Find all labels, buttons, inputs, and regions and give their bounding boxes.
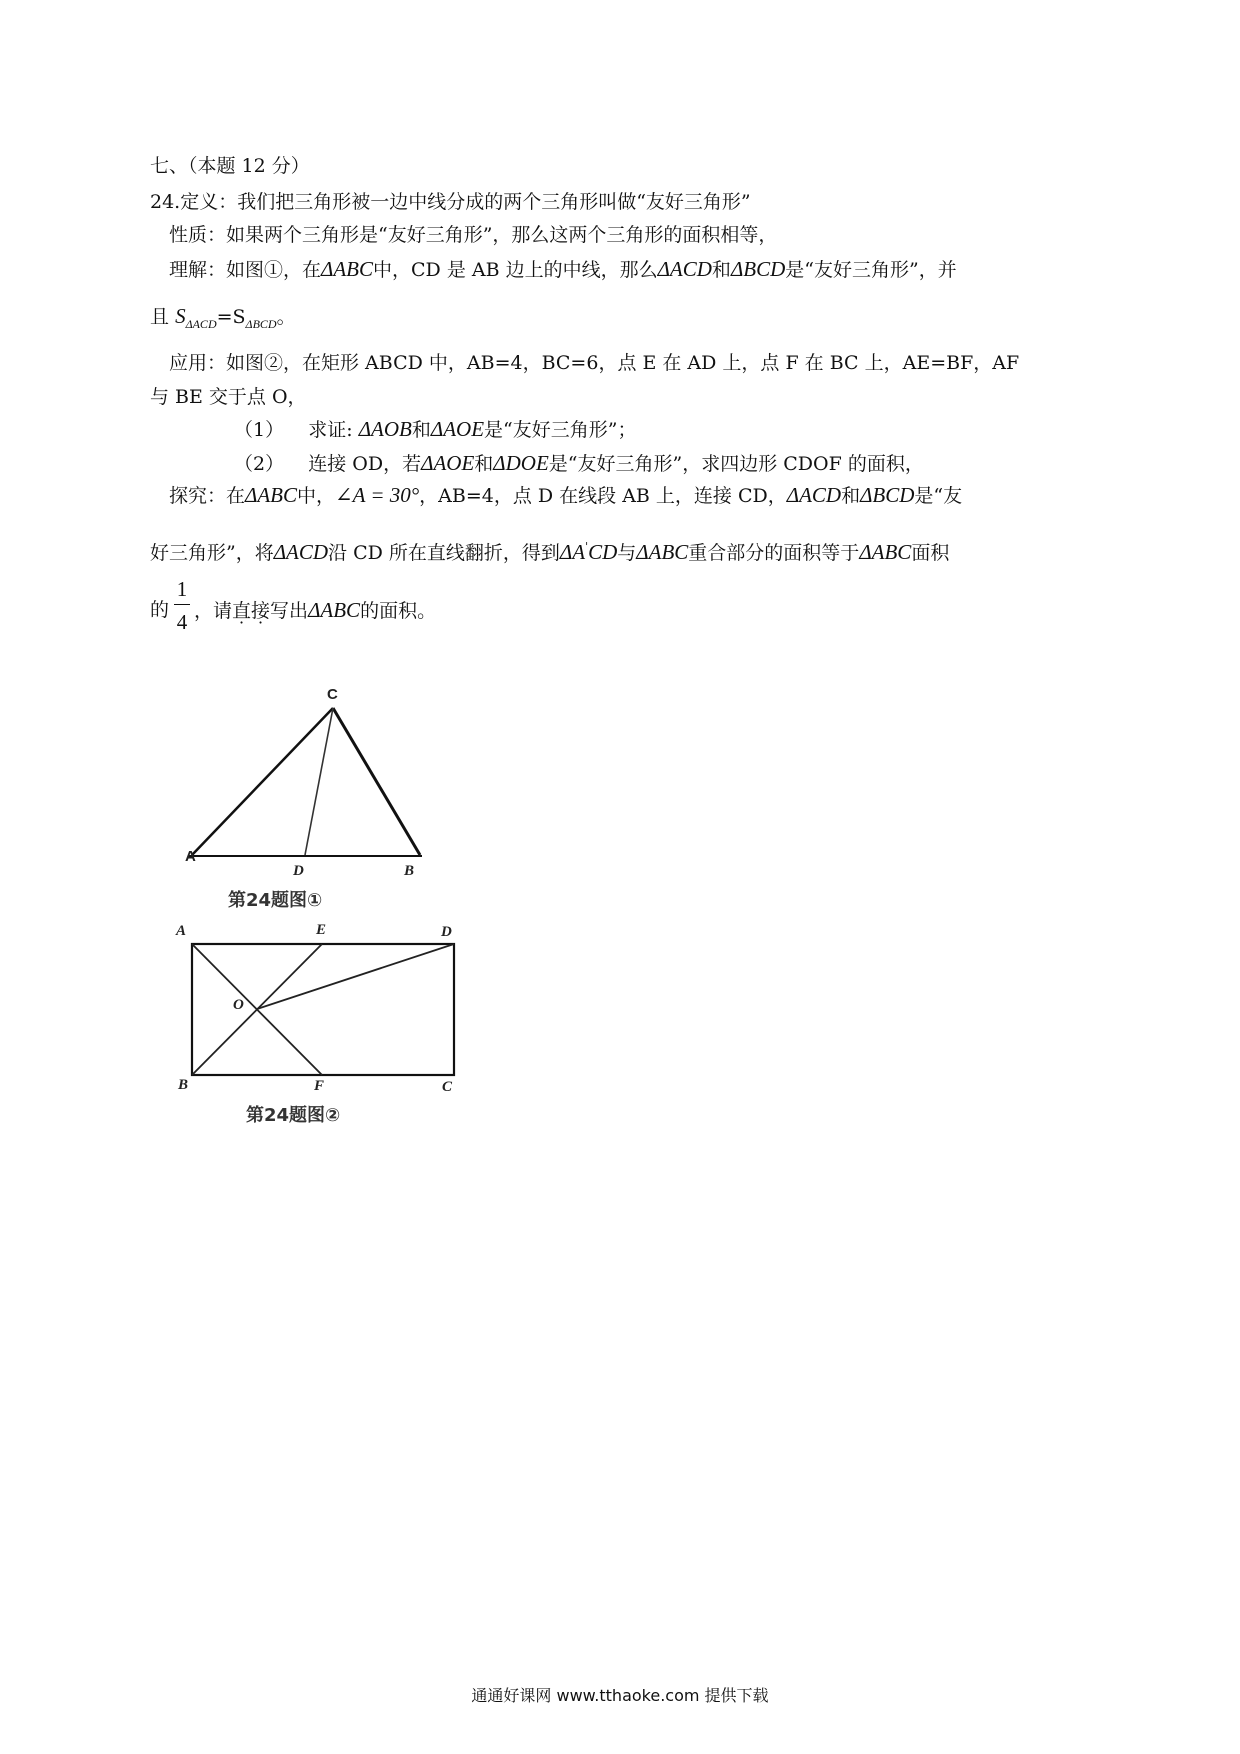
- triangle-abc: ΔABC: [321, 257, 374, 281]
- application-line-2: [150, 384, 307, 410]
- fraction-numerator: 1: [176, 577, 188, 601]
- understanding-mid: 中，CD 是 AB 边上的中线，那么: [373, 259, 658, 281]
- fig2-label-b: B: [178, 1077, 189, 1093]
- definition-text: 24.定义：我们把三角形被一边中线分成的两个三角形叫做“友好三角形”: [150, 191, 751, 213]
- emphasis-zhi: 直: [232, 600, 252, 622]
- triangle-acd: ΔACD: [273, 540, 329, 564]
- question-2-number: （2）: [234, 453, 285, 475]
- fig2-label-c: C: [442, 1079, 453, 1095]
- application-line-1: [169, 350, 1019, 376]
- side-bc: [333, 708, 420, 855]
- triangle-aoe: ΔAOE: [430, 417, 485, 441]
- figure-2-rectangle: [170, 930, 470, 1090]
- fig1-label-b: B: [404, 863, 415, 879]
- area-equality-line: [150, 303, 296, 337]
- side-ac: [192, 708, 333, 855]
- triangle-bcd: ΔBCD: [860, 483, 915, 507]
- application-text-2: 与 BE 交于点 O，: [150, 386, 307, 408]
- explore-mid-2: ，AB=4，点 D 在线段 AB 上，连接 CD，: [419, 485, 787, 507]
- property-line: [169, 222, 777, 248]
- area-period: 。: [276, 306, 296, 328]
- page-footer: [0, 1683, 1240, 1706]
- question-2-end: 是“友好三角形”，求四边形 CDOF 的面积，: [548, 453, 924, 475]
- section-heading-text: 七、（本题 12 分）: [150, 155, 310, 177]
- question-2-prefix: 连接 OD，若: [308, 453, 422, 475]
- question-1: [234, 416, 636, 443]
- question-1-number: （1）: [234, 419, 285, 441]
- triangle-abc: ΔABC: [636, 540, 689, 564]
- and-prefix: 且: [150, 306, 170, 328]
- explore2-prefix: 好三角形”，将: [150, 542, 274, 564]
- triangle-acd: ΔACD: [786, 483, 842, 507]
- and-word: 和: [411, 419, 431, 441]
- figure-2-caption: 第24题图②: [246, 1105, 341, 1126]
- and-word: 和: [711, 259, 731, 281]
- explore2-end: 面积: [911, 542, 950, 564]
- explore3-mid-1: ，请: [194, 600, 233, 622]
- fig2-label-f: F: [314, 1078, 325, 1094]
- area-sub-bcd: ΔBCD: [245, 317, 277, 331]
- explore3-end: 的面积。: [360, 600, 437, 622]
- fig2-label-a: A: [176, 923, 187, 939]
- emphasis-jie: 接: [251, 600, 271, 622]
- segment-od: [257, 944, 454, 1009]
- explore3-prefix: 的: [150, 599, 170, 621]
- angle-a: ∠A = 30°: [335, 483, 420, 507]
- explore-line-1: [169, 482, 962, 509]
- explore-prefix: 探究：在: [169, 485, 246, 507]
- explore2-mid-2: 与: [617, 542, 637, 564]
- fig2-label-o: O: [233, 997, 244, 1013]
- and-word: 和: [841, 485, 861, 507]
- triangle-aob: ΔAOB: [358, 417, 412, 441]
- explore3-mid-2: 写出: [270, 600, 309, 622]
- section-heading: [150, 153, 310, 179]
- question-1-end: 是“友好三角形”；: [484, 419, 637, 441]
- triangle-abc: ΔABC: [308, 598, 361, 622]
- explore-line-3-rest: [194, 597, 436, 624]
- fig2-label-e: E: [316, 922, 327, 938]
- understanding-prefix: 理解：如图①，在: [169, 259, 322, 281]
- triangle-abc: ΔABC: [859, 540, 912, 564]
- fig1-label-c: C: [327, 686, 338, 703]
- fig1-label-a: A: [185, 848, 196, 865]
- explore-line-3: [150, 597, 169, 623]
- understanding-end: 是“友好三角形”，并: [785, 259, 957, 281]
- triangle-abc: ΔABC: [245, 483, 298, 507]
- fraction-denominator: 4: [176, 610, 188, 634]
- explore2-mid-1: 沿 CD 所在直线翻折，得到: [328, 542, 560, 564]
- area-sub-acd: ΔACD: [185, 317, 217, 331]
- property-text: 性质：如果两个三角形是“友好三角形”，那么这两个三角形的面积相等，: [169, 224, 778, 246]
- application-text-1: 应用：如图②，在矩形 ABCD 中，AB=4，BC=6，点 E 在 AD 上，点 F 在 BC 上，AE=BF，AF: [169, 352, 1020, 374]
- prime-mark: ': [585, 540, 589, 553]
- explore-line-2: [150, 534, 949, 566]
- area-symbol: S: [175, 304, 186, 328]
- triangle-bcd: ΔBCD: [730, 257, 786, 281]
- fraction-bar: [174, 604, 190, 605]
- triangle-doe: ΔDOE: [493, 451, 549, 475]
- question-2: [234, 450, 924, 477]
- footer-text: 通通好课网 www.tthaoke.com 提供下载: [471, 1686, 769, 1705]
- figure-1-caption: 第24题图①: [228, 890, 323, 911]
- fraction-one-quarter: [174, 577, 190, 637]
- explore2-mid-3: 重合部分的面积等于: [688, 542, 860, 564]
- explore-end: 是“友: [914, 485, 963, 507]
- definition-line: [150, 189, 751, 215]
- figure-1-triangle: [170, 680, 470, 880]
- triangle-aoe: ΔAOE: [421, 451, 475, 475]
- rectangle-abcd: [192, 944, 454, 1075]
- triangle-a-prime: ΔA: [559, 540, 586, 564]
- median-cd: [305, 708, 333, 855]
- area-equals: =S: [216, 306, 246, 328]
- fig1-label-d: D: [293, 863, 304, 879]
- triangle-a-prime-cd: CD: [588, 540, 618, 564]
- fig2-label-d: D: [441, 924, 452, 940]
- triangle-acd: ΔACD: [657, 257, 712, 281]
- explore-mid-1: 中，: [297, 485, 336, 507]
- understanding-line: [169, 256, 957, 283]
- question-1-prefix: 求证:: [308, 419, 353, 441]
- and-word: 和: [474, 453, 494, 475]
